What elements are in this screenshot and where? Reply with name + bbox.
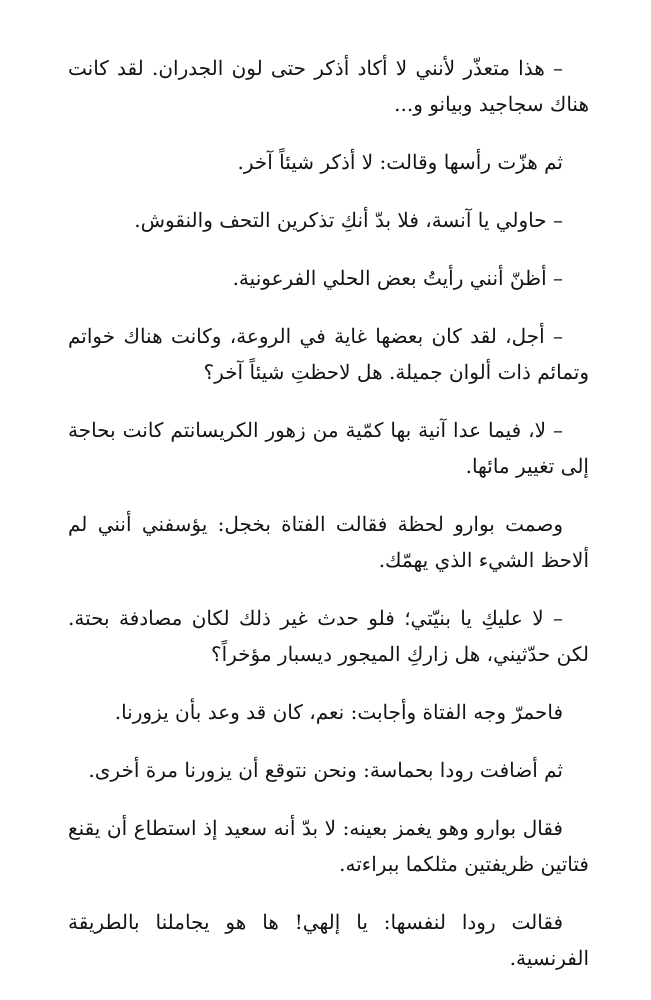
paragraph-2: ثم هزّت رأسها وقالت: لا أذكر شيئاً آخر. xyxy=(237,150,563,174)
paragraph-3: – حاولي يا آنسة، فلا بدّ أنكِ تذكرين التحف والنقوش. xyxy=(134,208,563,232)
paragraph-9: فاحمرّ وجه الفتاة وأجابت: نعم، كان قد وعد بأن يزورنا. xyxy=(114,700,563,724)
paragraph-5: – أجل، لقد كان بعضها غاية في الروعة، وكانت هناك خواتم وتمائم ذات ألوان جميلة. هل لاحظتِ شيئاً آخر؟ xyxy=(68,324,589,384)
paragraph-6: – لا، فيما عدا آنية بها كمّية من زهور الكريسانتم كانت بحاجة إلى تغيير مائها. xyxy=(68,418,589,478)
paragraph-7: وصمت بوارو لحظة فقالت الفتاة بخجل: يؤسفني أنني لم ألاحظ الشيء الذي يهمّك. xyxy=(68,512,589,572)
paragraph-10: ثم أضافت رودا بحماسة: ونحن نتوقع أن يزورنا مرة أخرى. xyxy=(88,758,563,782)
paragraph-4: – أظنّ أنني رأيتُ بعض الحلي الفرعونية. xyxy=(232,266,563,290)
book-page xyxy=(68,50,589,998)
paragraph-1: – هذا متعذّر لأنني لا أكاد أذكر حتى لون الجدران. لقد كانت هناك سجاجيد وبيانو و... xyxy=(68,56,589,116)
paragraph-12: فقالت رودا لنفسها: يا إلهي! ها هو يجاملنا بالطريقة الفرنسية. xyxy=(68,910,589,970)
paragraph-11: فقال بوارو وهو يغمز بعينه: لا بدّ أنه سعيد إذ استطاع أن يقنع فتاتين ظريفتين مثلكما ببراءته. xyxy=(68,816,589,876)
paragraph-8: – لا عليكِ يا بنيّتي؛ فلو حدث غير ذلك لكان مصادفة بحتة. لكن حدّثيني، هل زاركِ الميجور ديسبار مؤخراً؟ xyxy=(68,606,589,666)
